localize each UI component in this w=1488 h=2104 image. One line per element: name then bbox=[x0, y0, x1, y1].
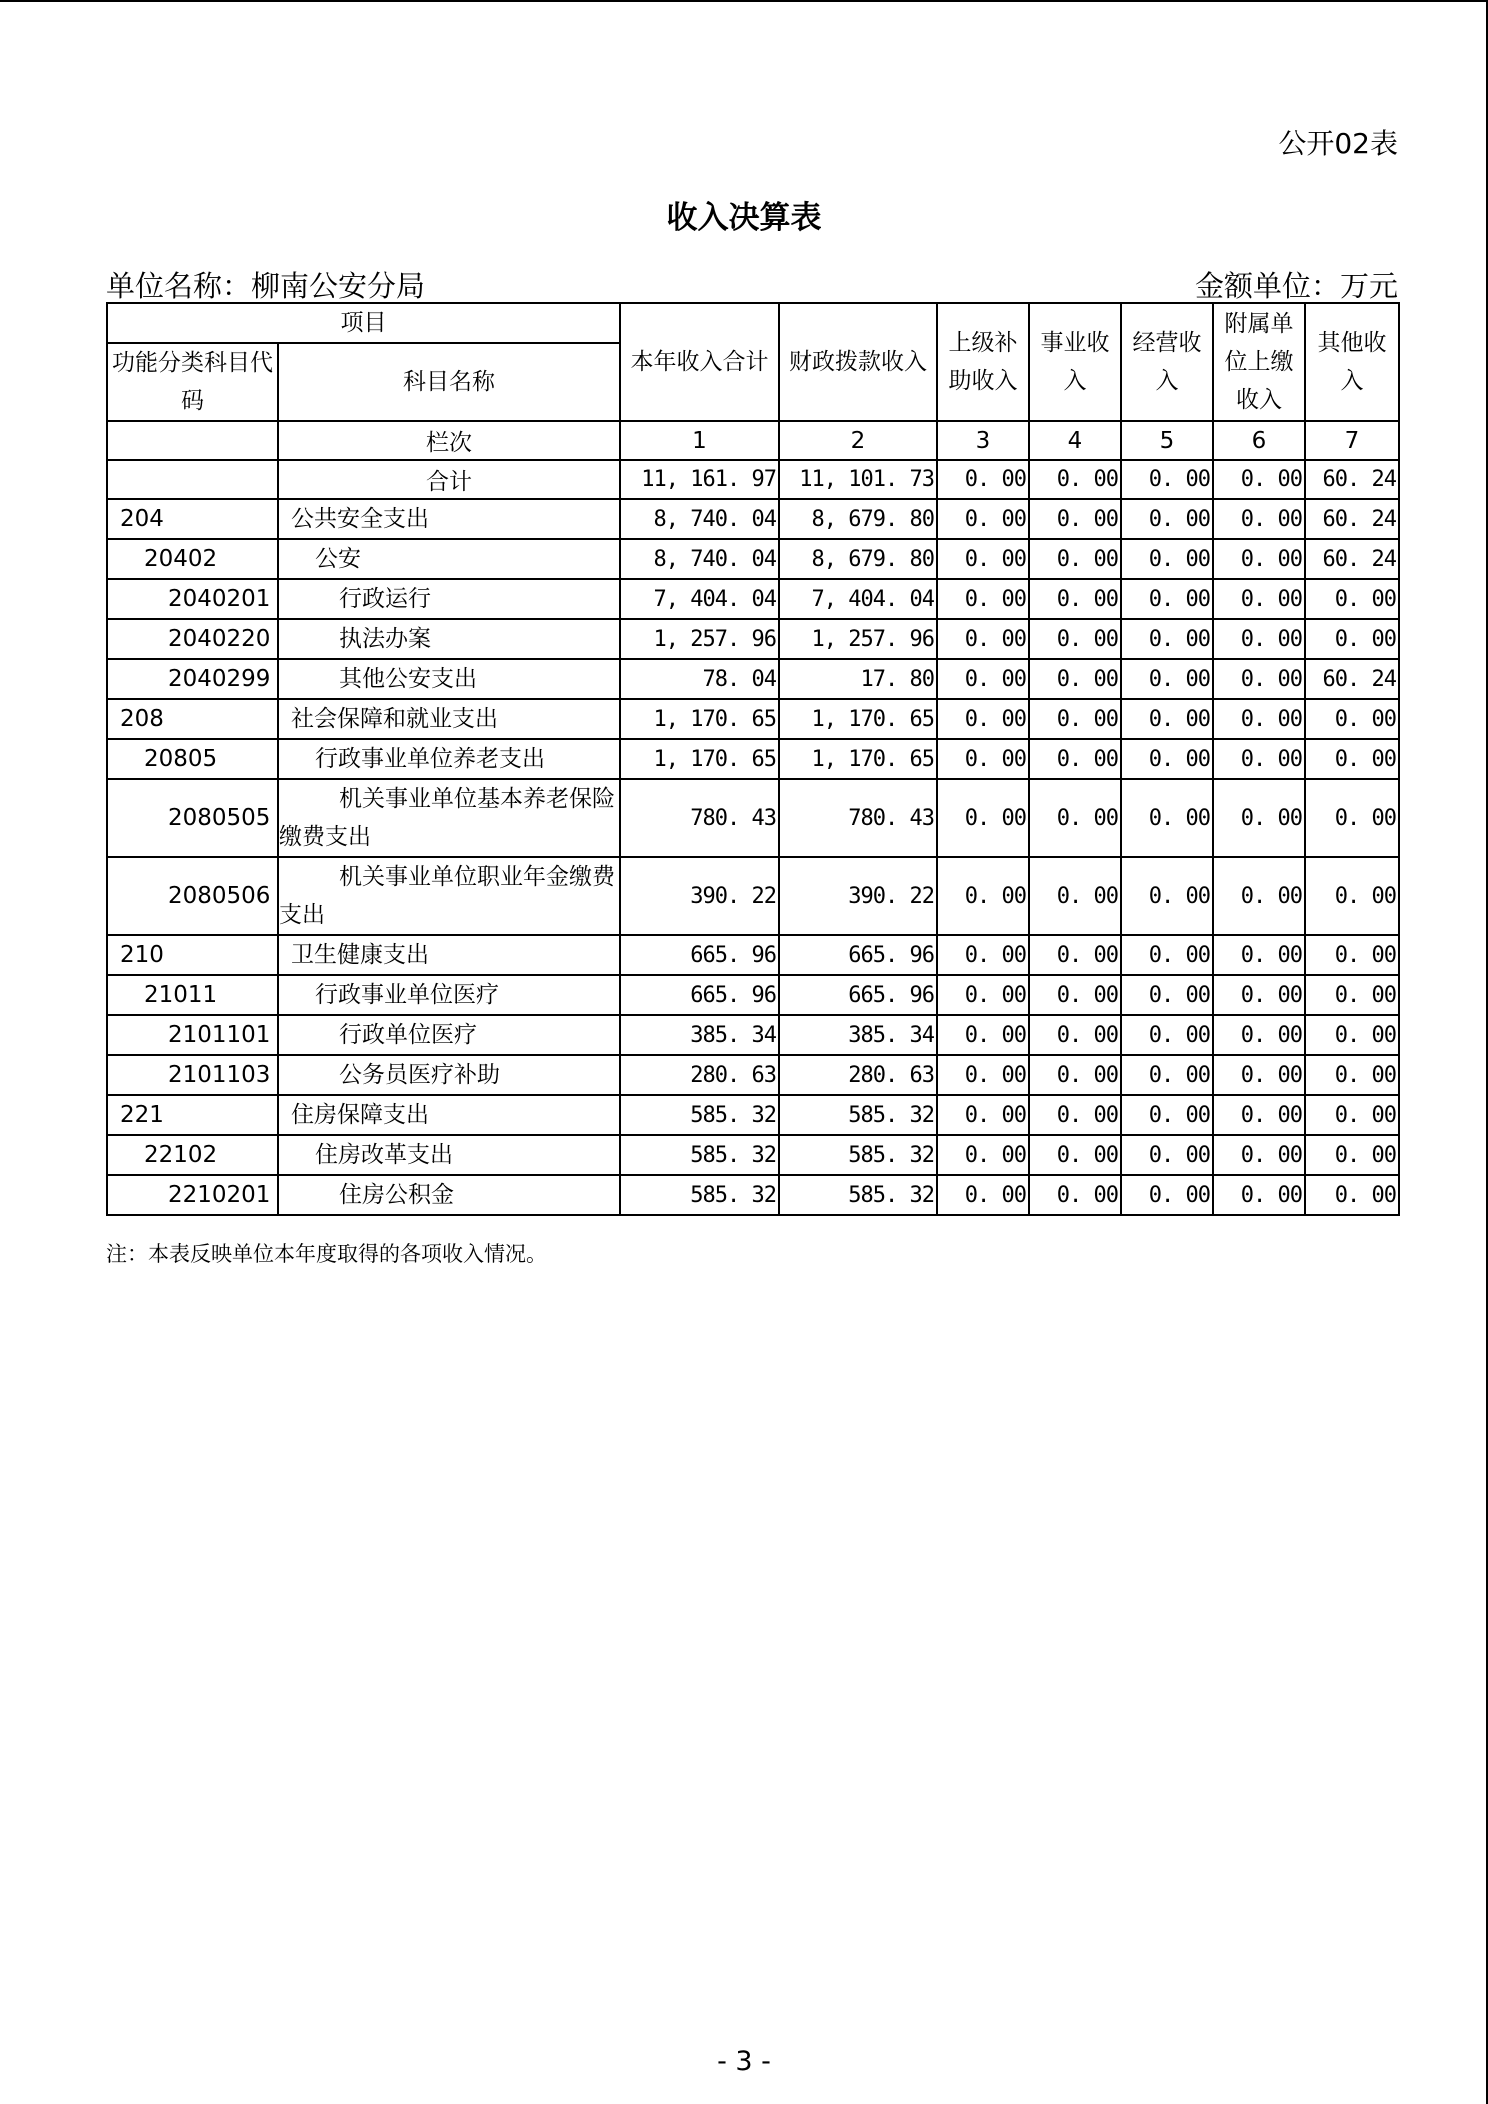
cell-other: 0. 00 bbox=[1305, 1015, 1399, 1055]
cell-operating: 0. 00 bbox=[1121, 460, 1213, 499]
cell-operating: 0. 00 bbox=[1121, 659, 1213, 699]
cell-fiscal: 17. 80 bbox=[779, 659, 937, 699]
amount-unit: 金额单位：万元 bbox=[1194, 269, 1398, 303]
cell-other: 0. 00 bbox=[1305, 739, 1399, 779]
row-name: 其他公安支出 bbox=[278, 659, 620, 699]
cell-total: 585. 32 bbox=[620, 1095, 779, 1135]
row-name: 合计 bbox=[278, 460, 620, 499]
column-number-7: 7 bbox=[1305, 421, 1399, 460]
cell-fiscal: 585. 32 bbox=[779, 1095, 937, 1135]
cell-subsidy: 0. 00 bbox=[937, 659, 1029, 699]
cell-affiliated: 0. 00 bbox=[1213, 1135, 1305, 1175]
cell-business: 0. 00 bbox=[1029, 1135, 1121, 1175]
cell-operating: 0. 00 bbox=[1121, 699, 1213, 739]
cell-business: 0. 00 bbox=[1029, 619, 1121, 659]
cell-fiscal: 665. 96 bbox=[779, 975, 937, 1015]
cell-business: 0. 00 bbox=[1029, 1175, 1121, 1215]
row-name: 住房公积金 bbox=[278, 1175, 620, 1215]
table-row bbox=[107, 1095, 1399, 1135]
cell-total: 1, 170. 65 bbox=[620, 739, 779, 779]
row-code: 2210201 bbox=[107, 1175, 278, 1215]
cell-business: 0. 00 bbox=[1029, 460, 1121, 499]
unit-name: 单位名称：柳南公安分局 bbox=[106, 269, 426, 303]
row-code: 22102 bbox=[107, 1135, 278, 1175]
table-row bbox=[107, 857, 1399, 935]
cell-operating: 0. 00 bbox=[1121, 779, 1213, 857]
cell-other: 0. 00 bbox=[1305, 779, 1399, 857]
column-number-2: 2 bbox=[779, 421, 937, 460]
cell-fiscal: 280. 63 bbox=[779, 1055, 937, 1095]
column-number-label: 栏次 bbox=[278, 421, 620, 460]
cell-operating: 0. 00 bbox=[1121, 1175, 1213, 1215]
cell-other: 60. 24 bbox=[1305, 460, 1399, 499]
column-number-6: 6 bbox=[1213, 421, 1305, 460]
cell-total: 8, 740. 04 bbox=[620, 539, 779, 579]
cell-other: 60. 24 bbox=[1305, 659, 1399, 699]
cell-affiliated: 0. 00 bbox=[1213, 619, 1305, 659]
cell-subsidy: 0. 00 bbox=[937, 739, 1029, 779]
cell-fiscal: 1, 170. 65 bbox=[779, 739, 937, 779]
cell-total: 385. 34 bbox=[620, 1015, 779, 1055]
cell-affiliated: 0. 00 bbox=[1213, 857, 1305, 935]
cell-operating: 0. 00 bbox=[1121, 1015, 1213, 1055]
row-name: 住房保障支出 bbox=[278, 1095, 620, 1135]
header-subsidy: 上级补助收入 bbox=[937, 303, 1029, 421]
row-code: 221 bbox=[107, 1095, 278, 1135]
table-row bbox=[107, 460, 1399, 499]
cell-affiliated: 0. 00 bbox=[1213, 579, 1305, 619]
header-project: 项目 bbox=[107, 303, 620, 343]
header-other: 其他收入 bbox=[1305, 303, 1399, 421]
cell-total: 665. 96 bbox=[620, 975, 779, 1015]
table-row bbox=[107, 779, 1399, 857]
cell-operating: 0. 00 bbox=[1121, 739, 1213, 779]
cell-operating: 0. 00 bbox=[1121, 857, 1213, 935]
cell-business: 0. 00 bbox=[1029, 779, 1121, 857]
cell-subsidy: 0. 00 bbox=[937, 779, 1029, 857]
cell-total: 665. 96 bbox=[620, 935, 779, 975]
table-body bbox=[107, 460, 1399, 1215]
cell-subsidy: 0. 00 bbox=[937, 1055, 1029, 1095]
row-name: 行政事业单位医疗 bbox=[278, 975, 620, 1015]
row-name: 机关事业单位基本养老保险缴费支出 bbox=[278, 779, 620, 857]
cell-total: 585. 32 bbox=[620, 1135, 779, 1175]
table-note: 注：本表反映单位本年度取得的各项收入情况。 bbox=[106, 1242, 547, 1266]
cell-operating: 0. 00 bbox=[1121, 1095, 1213, 1135]
cell-fiscal: 8, 679. 80 bbox=[779, 539, 937, 579]
cell-fiscal: 8, 679. 80 bbox=[779, 499, 937, 539]
cell-subsidy: 0. 00 bbox=[937, 1135, 1029, 1175]
row-code: 2040201 bbox=[107, 579, 278, 619]
cell-affiliated: 0. 00 bbox=[1213, 699, 1305, 739]
table-row bbox=[107, 1135, 1399, 1175]
cell-fiscal: 11, 101. 73 bbox=[779, 460, 937, 499]
cell-business: 0. 00 bbox=[1029, 659, 1121, 699]
row-code: 2080506 bbox=[107, 857, 278, 935]
cell-affiliated: 0. 00 bbox=[1213, 539, 1305, 579]
page-number: - 3 - bbox=[717, 2046, 771, 2077]
row-name: 机关事业单位职业年金缴费支出 bbox=[278, 857, 620, 935]
table-row bbox=[107, 699, 1399, 739]
cell-subsidy: 0. 00 bbox=[937, 699, 1029, 739]
cell-affiliated: 0. 00 bbox=[1213, 460, 1305, 499]
table-row bbox=[107, 579, 1399, 619]
cell-total: 1, 170. 65 bbox=[620, 699, 779, 739]
header-name: 科目名称 bbox=[278, 343, 620, 421]
row-code: 21011 bbox=[107, 975, 278, 1015]
cell-business: 0. 00 bbox=[1029, 739, 1121, 779]
cell-business: 0. 00 bbox=[1029, 1055, 1121, 1095]
cell-other: 0. 00 bbox=[1305, 1055, 1399, 1095]
cell-affiliated: 0. 00 bbox=[1213, 1175, 1305, 1215]
row-code bbox=[107, 460, 278, 499]
cell-fiscal: 1, 170. 65 bbox=[779, 699, 937, 739]
cell-business: 0. 00 bbox=[1029, 857, 1121, 935]
header-business: 事业收入 bbox=[1029, 303, 1121, 421]
cell-affiliated: 0. 00 bbox=[1213, 935, 1305, 975]
column-number-blank bbox=[107, 421, 278, 460]
cell-other: 0. 00 bbox=[1305, 579, 1399, 619]
cell-business: 0. 00 bbox=[1029, 935, 1121, 975]
cell-operating: 0. 00 bbox=[1121, 1135, 1213, 1175]
column-number-row bbox=[107, 421, 1399, 460]
table-row bbox=[107, 499, 1399, 539]
row-code: 2040299 bbox=[107, 659, 278, 699]
cell-subsidy: 0. 00 bbox=[937, 499, 1029, 539]
cell-operating: 0. 00 bbox=[1121, 975, 1213, 1015]
cell-total: 78. 04 bbox=[620, 659, 779, 699]
cell-subsidy: 0. 00 bbox=[937, 619, 1029, 659]
cell-subsidy: 0. 00 bbox=[937, 539, 1029, 579]
cell-subsidy: 0. 00 bbox=[937, 857, 1029, 935]
row-name: 行政事业单位养老支出 bbox=[278, 739, 620, 779]
row-name: 行政运行 bbox=[278, 579, 620, 619]
cell-fiscal: 1, 257. 96 bbox=[779, 619, 937, 659]
cell-subsidy: 0. 00 bbox=[937, 1015, 1029, 1055]
cell-business: 0. 00 bbox=[1029, 539, 1121, 579]
cell-other: 60. 24 bbox=[1305, 499, 1399, 539]
cell-operating: 0. 00 bbox=[1121, 579, 1213, 619]
row-code: 204 bbox=[107, 499, 278, 539]
cell-total: 8, 740. 04 bbox=[620, 499, 779, 539]
row-name: 公务员医疗补助 bbox=[278, 1055, 620, 1095]
row-code: 20805 bbox=[107, 739, 278, 779]
cell-fiscal: 665. 96 bbox=[779, 935, 937, 975]
cell-fiscal: 585. 32 bbox=[779, 1175, 937, 1215]
column-number-4: 4 bbox=[1029, 421, 1121, 460]
table-row bbox=[107, 739, 1399, 779]
table-row bbox=[107, 1175, 1399, 1215]
cell-affiliated: 0. 00 bbox=[1213, 499, 1305, 539]
column-number-1: 1 bbox=[620, 421, 779, 460]
cell-other: 0. 00 bbox=[1305, 1175, 1399, 1215]
cell-affiliated: 0. 00 bbox=[1213, 779, 1305, 857]
cell-operating: 0. 00 bbox=[1121, 935, 1213, 975]
table-row bbox=[107, 1015, 1399, 1055]
row-code: 2101103 bbox=[107, 1055, 278, 1095]
row-name: 社会保障和就业支出 bbox=[278, 699, 620, 739]
cell-other: 0. 00 bbox=[1305, 1095, 1399, 1135]
cell-fiscal: 585. 32 bbox=[779, 1135, 937, 1175]
cell-other: 60. 24 bbox=[1305, 539, 1399, 579]
cell-affiliated: 0. 00 bbox=[1213, 1095, 1305, 1135]
row-name: 卫生健康支出 bbox=[278, 935, 620, 975]
table-row bbox=[107, 935, 1399, 975]
cell-other: 0. 00 bbox=[1305, 857, 1399, 935]
row-code: 20402 bbox=[107, 539, 278, 579]
cell-subsidy: 0. 00 bbox=[937, 935, 1029, 975]
cell-business: 0. 00 bbox=[1029, 499, 1121, 539]
row-code: 2101101 bbox=[107, 1015, 278, 1055]
cell-subsidy: 0. 00 bbox=[937, 460, 1029, 499]
table-row bbox=[107, 539, 1399, 579]
cell-total: 7, 404. 04 bbox=[620, 579, 779, 619]
row-code: 208 bbox=[107, 699, 278, 739]
cell-affiliated: 0. 00 bbox=[1213, 739, 1305, 779]
cell-total: 1, 257. 96 bbox=[620, 619, 779, 659]
cell-affiliated: 0. 00 bbox=[1213, 975, 1305, 1015]
cell-total: 11, 161. 97 bbox=[620, 460, 779, 499]
row-name: 公共安全支出 bbox=[278, 499, 620, 539]
column-number-3: 3 bbox=[937, 421, 1029, 460]
header-row-1 bbox=[107, 303, 1399, 343]
table-row bbox=[107, 975, 1399, 1015]
cell-subsidy: 0. 00 bbox=[937, 975, 1029, 1015]
cell-other: 0. 00 bbox=[1305, 975, 1399, 1015]
row-code: 2040220 bbox=[107, 619, 278, 659]
cell-business: 0. 00 bbox=[1029, 975, 1121, 1015]
cell-total: 280. 63 bbox=[620, 1055, 779, 1095]
page-title: 收入决算表 bbox=[666, 200, 822, 236]
cell-other: 0. 00 bbox=[1305, 935, 1399, 975]
cell-business: 0. 00 bbox=[1029, 1095, 1121, 1135]
cell-fiscal: 385. 34 bbox=[779, 1015, 937, 1055]
cell-fiscal: 390. 22 bbox=[779, 857, 937, 935]
cell-fiscal: 780. 43 bbox=[779, 779, 937, 857]
cell-business: 0. 00 bbox=[1029, 579, 1121, 619]
cell-affiliated: 0. 00 bbox=[1213, 659, 1305, 699]
cell-operating: 0. 00 bbox=[1121, 499, 1213, 539]
cell-business: 0. 00 bbox=[1029, 1015, 1121, 1055]
row-code: 2080505 bbox=[107, 779, 278, 857]
cell-other: 0. 00 bbox=[1305, 619, 1399, 659]
cell-other: 0. 00 bbox=[1305, 1135, 1399, 1175]
row-name: 公安 bbox=[278, 539, 620, 579]
table-row bbox=[107, 659, 1399, 699]
cell-total: 390. 22 bbox=[620, 857, 779, 935]
table-row bbox=[107, 619, 1399, 659]
cell-affiliated: 0. 00 bbox=[1213, 1055, 1305, 1095]
cell-fiscal: 7, 404. 04 bbox=[779, 579, 937, 619]
cell-business: 0. 00 bbox=[1029, 699, 1121, 739]
cell-total: 585. 32 bbox=[620, 1175, 779, 1215]
row-name: 执法办案 bbox=[278, 619, 620, 659]
header-total: 本年收入合计 bbox=[620, 303, 779, 421]
row-name: 住房改革支出 bbox=[278, 1135, 620, 1175]
header-fiscal: 财政拨款收入 bbox=[779, 303, 937, 421]
header-affiliated: 附属单位上缴收入 bbox=[1213, 303, 1305, 421]
cell-subsidy: 0. 00 bbox=[937, 1095, 1029, 1135]
cell-other: 0. 00 bbox=[1305, 699, 1399, 739]
cell-subsidy: 0. 00 bbox=[937, 1175, 1029, 1215]
cell-subsidy: 0. 00 bbox=[937, 579, 1029, 619]
column-number-5: 5 bbox=[1121, 421, 1213, 460]
income-table bbox=[106, 302, 1400, 1216]
table-row bbox=[107, 1055, 1399, 1095]
cell-operating: 0. 00 bbox=[1121, 1055, 1213, 1095]
cell-operating: 0. 00 bbox=[1121, 619, 1213, 659]
page-border-top bbox=[0, 0, 1488, 2]
form-code: 公开02表 bbox=[1278, 127, 1398, 160]
cell-operating: 0. 00 bbox=[1121, 539, 1213, 579]
header-code: 功能分类科目代码 bbox=[107, 343, 278, 421]
header-operating: 经营收入 bbox=[1121, 303, 1213, 421]
cell-affiliated: 0. 00 bbox=[1213, 1015, 1305, 1055]
row-code: 210 bbox=[107, 935, 278, 975]
row-name: 行政单位医疗 bbox=[278, 1015, 620, 1055]
cell-total: 780. 43 bbox=[620, 779, 779, 857]
